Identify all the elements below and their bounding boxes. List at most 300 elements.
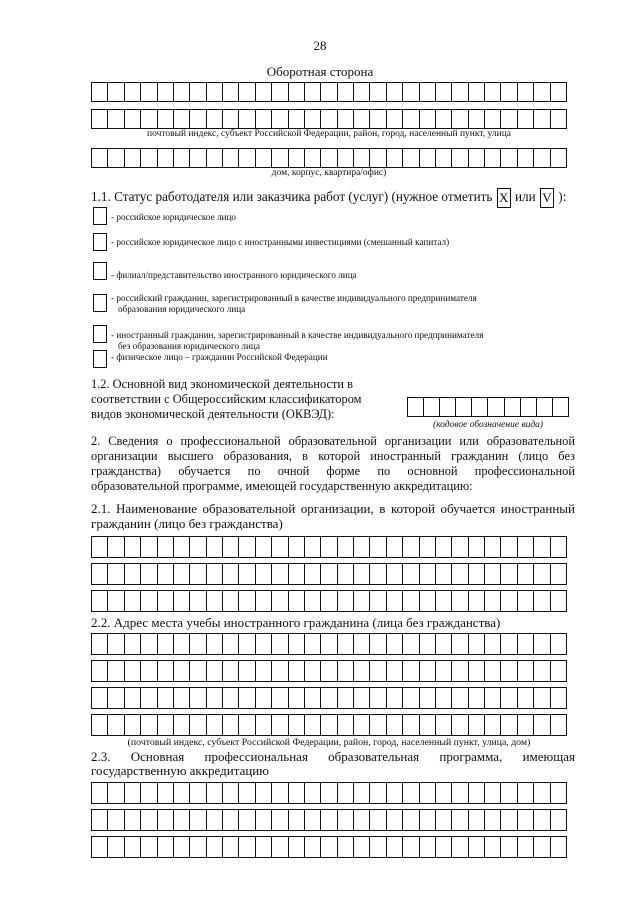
grid-cell[interactable] bbox=[174, 688, 190, 708]
grid-cell[interactable] bbox=[223, 564, 239, 584]
grid-cell[interactable] bbox=[289, 564, 305, 584]
grid-cell[interactable] bbox=[420, 149, 436, 167]
grid-cell[interactable] bbox=[551, 537, 566, 557]
program-grid-row-2[interactable] bbox=[91, 809, 567, 831]
grid-cell[interactable] bbox=[239, 634, 255, 654]
grid-cell[interactable] bbox=[436, 837, 452, 857]
grid-cell[interactable] bbox=[92, 783, 108, 803]
grid-cell[interactable] bbox=[403, 810, 419, 830]
grid-cell[interactable] bbox=[403, 661, 419, 681]
grid-cell[interactable] bbox=[108, 149, 124, 167]
grid-cell[interactable] bbox=[289, 634, 305, 654]
grid-cell[interactable] bbox=[518, 83, 534, 101]
grid-cell[interactable] bbox=[141, 837, 157, 857]
grid-cell[interactable] bbox=[436, 634, 452, 654]
grid-cell[interactable] bbox=[354, 688, 370, 708]
grid-cell[interactable] bbox=[338, 715, 354, 735]
grid-cell[interactable] bbox=[370, 783, 386, 803]
grid-cell[interactable] bbox=[289, 837, 305, 857]
grid-cell[interactable] bbox=[420, 564, 436, 584]
grid-cell[interactable] bbox=[141, 715, 157, 735]
grid-cell[interactable] bbox=[321, 715, 337, 735]
grid-cell[interactable] bbox=[485, 837, 501, 857]
grid-cell[interactable] bbox=[551, 661, 566, 681]
grid-cell[interactable] bbox=[223, 688, 239, 708]
grid-cell[interactable] bbox=[370, 564, 386, 584]
grid-cell[interactable] bbox=[354, 564, 370, 584]
grid-cell[interactable] bbox=[387, 564, 403, 584]
grid-cell[interactable] bbox=[158, 537, 174, 557]
grid-cell[interactable] bbox=[420, 591, 436, 611]
grid-cell[interactable] bbox=[403, 149, 419, 167]
grid-cell[interactable] bbox=[190, 634, 206, 654]
grid-cell[interactable] bbox=[158, 110, 174, 128]
grid-cell[interactable] bbox=[108, 810, 124, 830]
grid-cell[interactable] bbox=[452, 110, 468, 128]
grid-cell[interactable] bbox=[403, 537, 419, 557]
grid-cell[interactable] bbox=[305, 591, 321, 611]
grid-cell[interactable] bbox=[223, 837, 239, 857]
grid-cell[interactable] bbox=[469, 110, 485, 128]
grid-cell[interactable] bbox=[534, 110, 550, 128]
grid-cell[interactable] bbox=[141, 634, 157, 654]
grid-cell[interactable] bbox=[256, 688, 272, 708]
grid-cell[interactable] bbox=[420, 688, 436, 708]
grid-cell[interactable] bbox=[518, 715, 534, 735]
grid-cell[interactable] bbox=[485, 634, 501, 654]
checkbox-individual-russian[interactable] bbox=[93, 350, 107, 368]
grid-cell[interactable] bbox=[485, 661, 501, 681]
grid-cell[interactable] bbox=[207, 591, 223, 611]
grid-cell[interactable] bbox=[92, 149, 108, 167]
grid-cell[interactable] bbox=[420, 537, 436, 557]
grid-cell[interactable] bbox=[158, 591, 174, 611]
grid-cell[interactable] bbox=[518, 634, 534, 654]
grid-cell[interactable] bbox=[239, 783, 255, 803]
grid-cell[interactable] bbox=[92, 688, 108, 708]
grid-cell[interactable] bbox=[501, 688, 517, 708]
grid-cell[interactable] bbox=[534, 783, 550, 803]
grid-cell[interactable] bbox=[108, 634, 124, 654]
grid-cell[interactable] bbox=[272, 537, 288, 557]
program-grid-row-1[interactable] bbox=[91, 782, 567, 804]
grid-cell[interactable] bbox=[370, 83, 386, 101]
grid-cell[interactable] bbox=[420, 661, 436, 681]
grid-cell[interactable] bbox=[305, 564, 321, 584]
grid-cell[interactable] bbox=[485, 810, 501, 830]
grid-cell[interactable] bbox=[207, 810, 223, 830]
grid-cell[interactable] bbox=[321, 83, 337, 101]
grid-cell[interactable] bbox=[108, 783, 124, 803]
grid-cell[interactable] bbox=[551, 634, 566, 654]
grid-cell[interactable] bbox=[223, 591, 239, 611]
grid-cell[interactable] bbox=[551, 715, 566, 735]
grid-cell[interactable] bbox=[289, 688, 305, 708]
grid-cell[interactable] bbox=[551, 837, 566, 857]
grid-cell[interactable] bbox=[305, 783, 321, 803]
grid-cell[interactable] bbox=[108, 83, 124, 101]
grid-cell[interactable] bbox=[452, 149, 468, 167]
grid-cell[interactable] bbox=[403, 110, 419, 128]
grid-cell[interactable] bbox=[174, 661, 190, 681]
grid-cell[interactable] bbox=[452, 564, 468, 584]
grid-cell[interactable] bbox=[338, 110, 354, 128]
grid-cell[interactable] bbox=[534, 537, 550, 557]
grid-cell[interactable] bbox=[92, 634, 108, 654]
grid-cell[interactable] bbox=[190, 783, 206, 803]
grid-cell[interactable] bbox=[305, 715, 321, 735]
grid-cell[interactable] bbox=[289, 149, 305, 167]
grid-cell[interactable] bbox=[272, 837, 288, 857]
grid-cell[interactable] bbox=[223, 783, 239, 803]
grid-cell[interactable] bbox=[141, 783, 157, 803]
grid-cell[interactable] bbox=[387, 688, 403, 708]
grid-cell[interactable] bbox=[456, 398, 472, 416]
grid-cell[interactable] bbox=[551, 83, 566, 101]
grid-cell[interactable] bbox=[469, 688, 485, 708]
grid-cell[interactable] bbox=[551, 110, 566, 128]
grid-cell[interactable] bbox=[158, 149, 174, 167]
grid-cell[interactable] bbox=[501, 810, 517, 830]
grid-cell[interactable] bbox=[534, 149, 550, 167]
grid-cell[interactable] bbox=[207, 149, 223, 167]
grid-cell[interactable] bbox=[403, 783, 419, 803]
grid-cell[interactable] bbox=[190, 688, 206, 708]
grid-cell[interactable] bbox=[403, 591, 419, 611]
grid-cell[interactable] bbox=[534, 715, 550, 735]
grid-cell[interactable] bbox=[403, 634, 419, 654]
grid-cell[interactable] bbox=[518, 783, 534, 803]
grid-cell[interactable] bbox=[436, 110, 452, 128]
grid-cell[interactable] bbox=[370, 688, 386, 708]
grid-cell[interactable] bbox=[436, 715, 452, 735]
grid-cell[interactable] bbox=[223, 83, 239, 101]
grid-cell[interactable] bbox=[108, 591, 124, 611]
grid-cell[interactable] bbox=[485, 688, 501, 708]
grid-cell[interactable] bbox=[338, 591, 354, 611]
grid-cell[interactable] bbox=[452, 837, 468, 857]
grid-cell[interactable] bbox=[518, 661, 534, 681]
grid-cell[interactable] bbox=[256, 591, 272, 611]
grid-cell[interactable] bbox=[321, 837, 337, 857]
grid-cell[interactable] bbox=[534, 688, 550, 708]
grid-cell[interactable] bbox=[239, 688, 255, 708]
grid-cell[interactable] bbox=[223, 661, 239, 681]
grid-cell[interactable] bbox=[354, 110, 370, 128]
grid-cell[interactable] bbox=[207, 688, 223, 708]
grid-cell[interactable] bbox=[174, 634, 190, 654]
grid-cell[interactable] bbox=[108, 661, 124, 681]
grid-cell[interactable] bbox=[207, 110, 223, 128]
grid-cell[interactable] bbox=[223, 715, 239, 735]
grid-cell[interactable] bbox=[207, 837, 223, 857]
grid-cell[interactable] bbox=[387, 83, 403, 101]
grid-cell[interactable] bbox=[190, 715, 206, 735]
grid-cell[interactable] bbox=[436, 591, 452, 611]
grid-cell[interactable] bbox=[174, 537, 190, 557]
grid-cell[interactable] bbox=[190, 661, 206, 681]
grid-cell[interactable] bbox=[472, 398, 488, 416]
grid-cell[interactable] bbox=[239, 564, 255, 584]
grid-cell[interactable] bbox=[338, 661, 354, 681]
org-name-grid-row-2[interactable] bbox=[91, 563, 567, 585]
grid-cell[interactable] bbox=[141, 83, 157, 101]
grid-cell[interactable] bbox=[223, 149, 239, 167]
checkbox-russian-legal-entity-foreign-investment[interactable] bbox=[93, 233, 107, 251]
grid-cell[interactable] bbox=[452, 783, 468, 803]
okved-code-grid[interactable] bbox=[407, 397, 569, 417]
grid-cell[interactable] bbox=[387, 783, 403, 803]
grid-cell[interactable] bbox=[534, 83, 550, 101]
grid-cell[interactable] bbox=[501, 537, 517, 557]
grid-cell[interactable] bbox=[551, 564, 566, 584]
grid-cell[interactable] bbox=[420, 837, 436, 857]
grid-cell[interactable] bbox=[125, 783, 141, 803]
grid-cell[interactable] bbox=[321, 634, 337, 654]
grid-cell[interactable] bbox=[141, 661, 157, 681]
grid-cell[interactable] bbox=[420, 634, 436, 654]
grid-cell[interactable] bbox=[272, 591, 288, 611]
grid-cell[interactable] bbox=[239, 591, 255, 611]
grid-cell[interactable] bbox=[420, 810, 436, 830]
grid-cell[interactable] bbox=[174, 83, 190, 101]
grid-cell[interactable] bbox=[403, 837, 419, 857]
grid-cell[interactable] bbox=[501, 661, 517, 681]
grid-cell[interactable] bbox=[239, 537, 255, 557]
grid-cell[interactable] bbox=[158, 634, 174, 654]
grid-cell[interactable] bbox=[239, 661, 255, 681]
grid-cell[interactable] bbox=[436, 83, 452, 101]
grid-cell[interactable] bbox=[403, 564, 419, 584]
grid-cell[interactable] bbox=[256, 564, 272, 584]
grid-cell[interactable] bbox=[289, 661, 305, 681]
grid-cell[interactable] bbox=[440, 398, 456, 416]
grid-cell[interactable] bbox=[354, 715, 370, 735]
grid-cell[interactable] bbox=[501, 149, 517, 167]
grid-cell[interactable] bbox=[289, 783, 305, 803]
grid-cell[interactable] bbox=[403, 715, 419, 735]
grid-cell[interactable] bbox=[256, 110, 272, 128]
grid-cell[interactable] bbox=[92, 591, 108, 611]
grid-cell[interactable] bbox=[125, 661, 141, 681]
grid-cell[interactable] bbox=[158, 661, 174, 681]
grid-cell[interactable] bbox=[239, 83, 255, 101]
checkbox-russian-legal-entity[interactable] bbox=[93, 207, 107, 225]
grid-cell[interactable] bbox=[321, 783, 337, 803]
grid-cell[interactable] bbox=[485, 715, 501, 735]
grid-cell[interactable] bbox=[518, 537, 534, 557]
grid-cell[interactable] bbox=[370, 810, 386, 830]
grid-cell[interactable] bbox=[551, 783, 566, 803]
grid-cell[interactable] bbox=[141, 537, 157, 557]
grid-cell[interactable] bbox=[354, 634, 370, 654]
grid-cell[interactable] bbox=[469, 715, 485, 735]
grid-cell[interactable] bbox=[305, 810, 321, 830]
grid-cell[interactable] bbox=[190, 591, 206, 611]
grid-cell[interactable] bbox=[158, 83, 174, 101]
grid-cell[interactable] bbox=[534, 591, 550, 611]
grid-cell[interactable] bbox=[338, 634, 354, 654]
grid-cell[interactable] bbox=[452, 634, 468, 654]
grid-cell[interactable] bbox=[207, 537, 223, 557]
grid-cell[interactable] bbox=[534, 837, 550, 857]
grid-cell[interactable] bbox=[370, 661, 386, 681]
grid-cell[interactable] bbox=[92, 83, 108, 101]
grid-cell[interactable] bbox=[305, 83, 321, 101]
grid-cell[interactable] bbox=[272, 810, 288, 830]
grid-cell[interactable] bbox=[534, 634, 550, 654]
grid-cell[interactable] bbox=[485, 83, 501, 101]
grid-cell[interactable] bbox=[436, 564, 452, 584]
grid-cell[interactable] bbox=[501, 783, 517, 803]
grid-cell[interactable] bbox=[387, 715, 403, 735]
grid-cell[interactable] bbox=[408, 398, 424, 416]
grid-cell[interactable] bbox=[125, 83, 141, 101]
grid-cell[interactable] bbox=[174, 715, 190, 735]
grid-cell[interactable] bbox=[469, 634, 485, 654]
grid-cell[interactable] bbox=[141, 591, 157, 611]
grid-cell[interactable] bbox=[305, 149, 321, 167]
grid-cell[interactable] bbox=[518, 110, 534, 128]
grid-cell[interactable] bbox=[354, 810, 370, 830]
grid-cell[interactable] bbox=[256, 149, 272, 167]
grid-cell[interactable] bbox=[551, 810, 566, 830]
grid-cell[interactable] bbox=[190, 149, 206, 167]
grid-cell[interactable] bbox=[370, 591, 386, 611]
grid-cell[interactable] bbox=[551, 591, 566, 611]
grid-cell[interactable] bbox=[537, 398, 553, 416]
grid-cell[interactable] bbox=[125, 837, 141, 857]
grid-cell[interactable] bbox=[452, 661, 468, 681]
grid-cell[interactable] bbox=[518, 564, 534, 584]
grid-cell[interactable] bbox=[305, 110, 321, 128]
grid-cell[interactable] bbox=[321, 688, 337, 708]
grid-cell[interactable] bbox=[452, 810, 468, 830]
grid-cell[interactable] bbox=[256, 661, 272, 681]
grid-cell[interactable] bbox=[469, 83, 485, 101]
grid-cell[interactable] bbox=[92, 715, 108, 735]
grid-cell[interactable] bbox=[223, 110, 239, 128]
grid-cell[interactable] bbox=[256, 783, 272, 803]
grid-cell[interactable] bbox=[289, 715, 305, 735]
grid-cell[interactable] bbox=[108, 688, 124, 708]
grid-cell[interactable] bbox=[370, 149, 386, 167]
grid-cell[interactable] bbox=[141, 688, 157, 708]
grid-cell[interactable] bbox=[354, 149, 370, 167]
grid-cell[interactable] bbox=[125, 634, 141, 654]
grid-cell[interactable] bbox=[501, 83, 517, 101]
grid-cell[interactable] bbox=[272, 564, 288, 584]
grid-cell[interactable] bbox=[92, 110, 108, 128]
grid-cell[interactable] bbox=[289, 591, 305, 611]
grid-cell[interactable] bbox=[452, 537, 468, 557]
grid-cell[interactable] bbox=[207, 83, 223, 101]
grid-cell[interactable] bbox=[125, 810, 141, 830]
grid-cell[interactable] bbox=[125, 110, 141, 128]
grid-cell[interactable] bbox=[92, 837, 108, 857]
grid-cell[interactable] bbox=[370, 110, 386, 128]
grid-cell[interactable] bbox=[125, 537, 141, 557]
grid-cell[interactable] bbox=[223, 810, 239, 830]
grid-cell[interactable] bbox=[207, 661, 223, 681]
grid-cell[interactable] bbox=[354, 537, 370, 557]
grid-cell[interactable] bbox=[501, 837, 517, 857]
grid-cell[interactable] bbox=[354, 837, 370, 857]
grid-cell[interactable] bbox=[436, 810, 452, 830]
grid-cell[interactable] bbox=[501, 564, 517, 584]
grid-cell[interactable] bbox=[485, 537, 501, 557]
grid-cell[interactable] bbox=[141, 564, 157, 584]
grid-cell[interactable] bbox=[387, 537, 403, 557]
study-address-grid-row-2[interactable] bbox=[91, 660, 567, 682]
grid-cell[interactable] bbox=[485, 591, 501, 611]
grid-cell[interactable] bbox=[125, 149, 141, 167]
grid-cell[interactable] bbox=[256, 810, 272, 830]
grid-cell[interactable] bbox=[174, 837, 190, 857]
grid-cell[interactable] bbox=[125, 591, 141, 611]
grid-cell[interactable] bbox=[501, 591, 517, 611]
grid-cell[interactable] bbox=[305, 661, 321, 681]
grid-cell[interactable] bbox=[239, 810, 255, 830]
grid-cell[interactable] bbox=[338, 564, 354, 584]
grid-cell[interactable] bbox=[387, 110, 403, 128]
grid-cell[interactable] bbox=[518, 149, 534, 167]
grid-cell[interactable] bbox=[174, 564, 190, 584]
checkbox-russian-entrepreneur[interactable] bbox=[93, 294, 107, 312]
grid-cell[interactable] bbox=[436, 783, 452, 803]
grid-cell[interactable] bbox=[289, 110, 305, 128]
grid-cell[interactable] bbox=[338, 810, 354, 830]
grid-cell[interactable] bbox=[190, 83, 206, 101]
grid-cell[interactable] bbox=[534, 661, 550, 681]
grid-cell[interactable] bbox=[256, 83, 272, 101]
grid-cell[interactable] bbox=[534, 810, 550, 830]
grid-cell[interactable] bbox=[190, 564, 206, 584]
grid-cell[interactable] bbox=[521, 398, 537, 416]
grid-cell[interactable] bbox=[207, 634, 223, 654]
grid-cell[interactable] bbox=[108, 110, 124, 128]
grid-cell[interactable] bbox=[553, 398, 568, 416]
grid-cell[interactable] bbox=[190, 810, 206, 830]
grid-cell[interactable] bbox=[452, 688, 468, 708]
grid-cell[interactable] bbox=[387, 837, 403, 857]
grid-cell[interactable] bbox=[223, 634, 239, 654]
grid-cell[interactable] bbox=[305, 688, 321, 708]
grid-cell[interactable] bbox=[239, 715, 255, 735]
grid-cell[interactable] bbox=[469, 149, 485, 167]
grid-cell[interactable] bbox=[436, 537, 452, 557]
grid-cell[interactable] bbox=[452, 715, 468, 735]
grid-cell[interactable] bbox=[321, 661, 337, 681]
study-address-grid-row-1[interactable] bbox=[91, 633, 567, 655]
grid-cell[interactable] bbox=[92, 537, 108, 557]
grid-cell[interactable] bbox=[436, 149, 452, 167]
grid-cell[interactable] bbox=[551, 688, 566, 708]
grid-cell[interactable] bbox=[92, 661, 108, 681]
grid-cell[interactable] bbox=[424, 398, 440, 416]
grid-cell[interactable] bbox=[501, 634, 517, 654]
checkbox-foreign-entrepreneur[interactable] bbox=[93, 325, 107, 343]
org-name-grid-row-1[interactable] bbox=[91, 536, 567, 558]
grid-cell[interactable] bbox=[272, 661, 288, 681]
grid-cell[interactable] bbox=[321, 810, 337, 830]
grid-cell[interactable] bbox=[125, 688, 141, 708]
grid-cell[interactable] bbox=[272, 110, 288, 128]
grid-cell[interactable] bbox=[370, 715, 386, 735]
grid-cell[interactable] bbox=[289, 83, 305, 101]
grid-cell[interactable] bbox=[420, 715, 436, 735]
grid-cell[interactable] bbox=[321, 149, 337, 167]
